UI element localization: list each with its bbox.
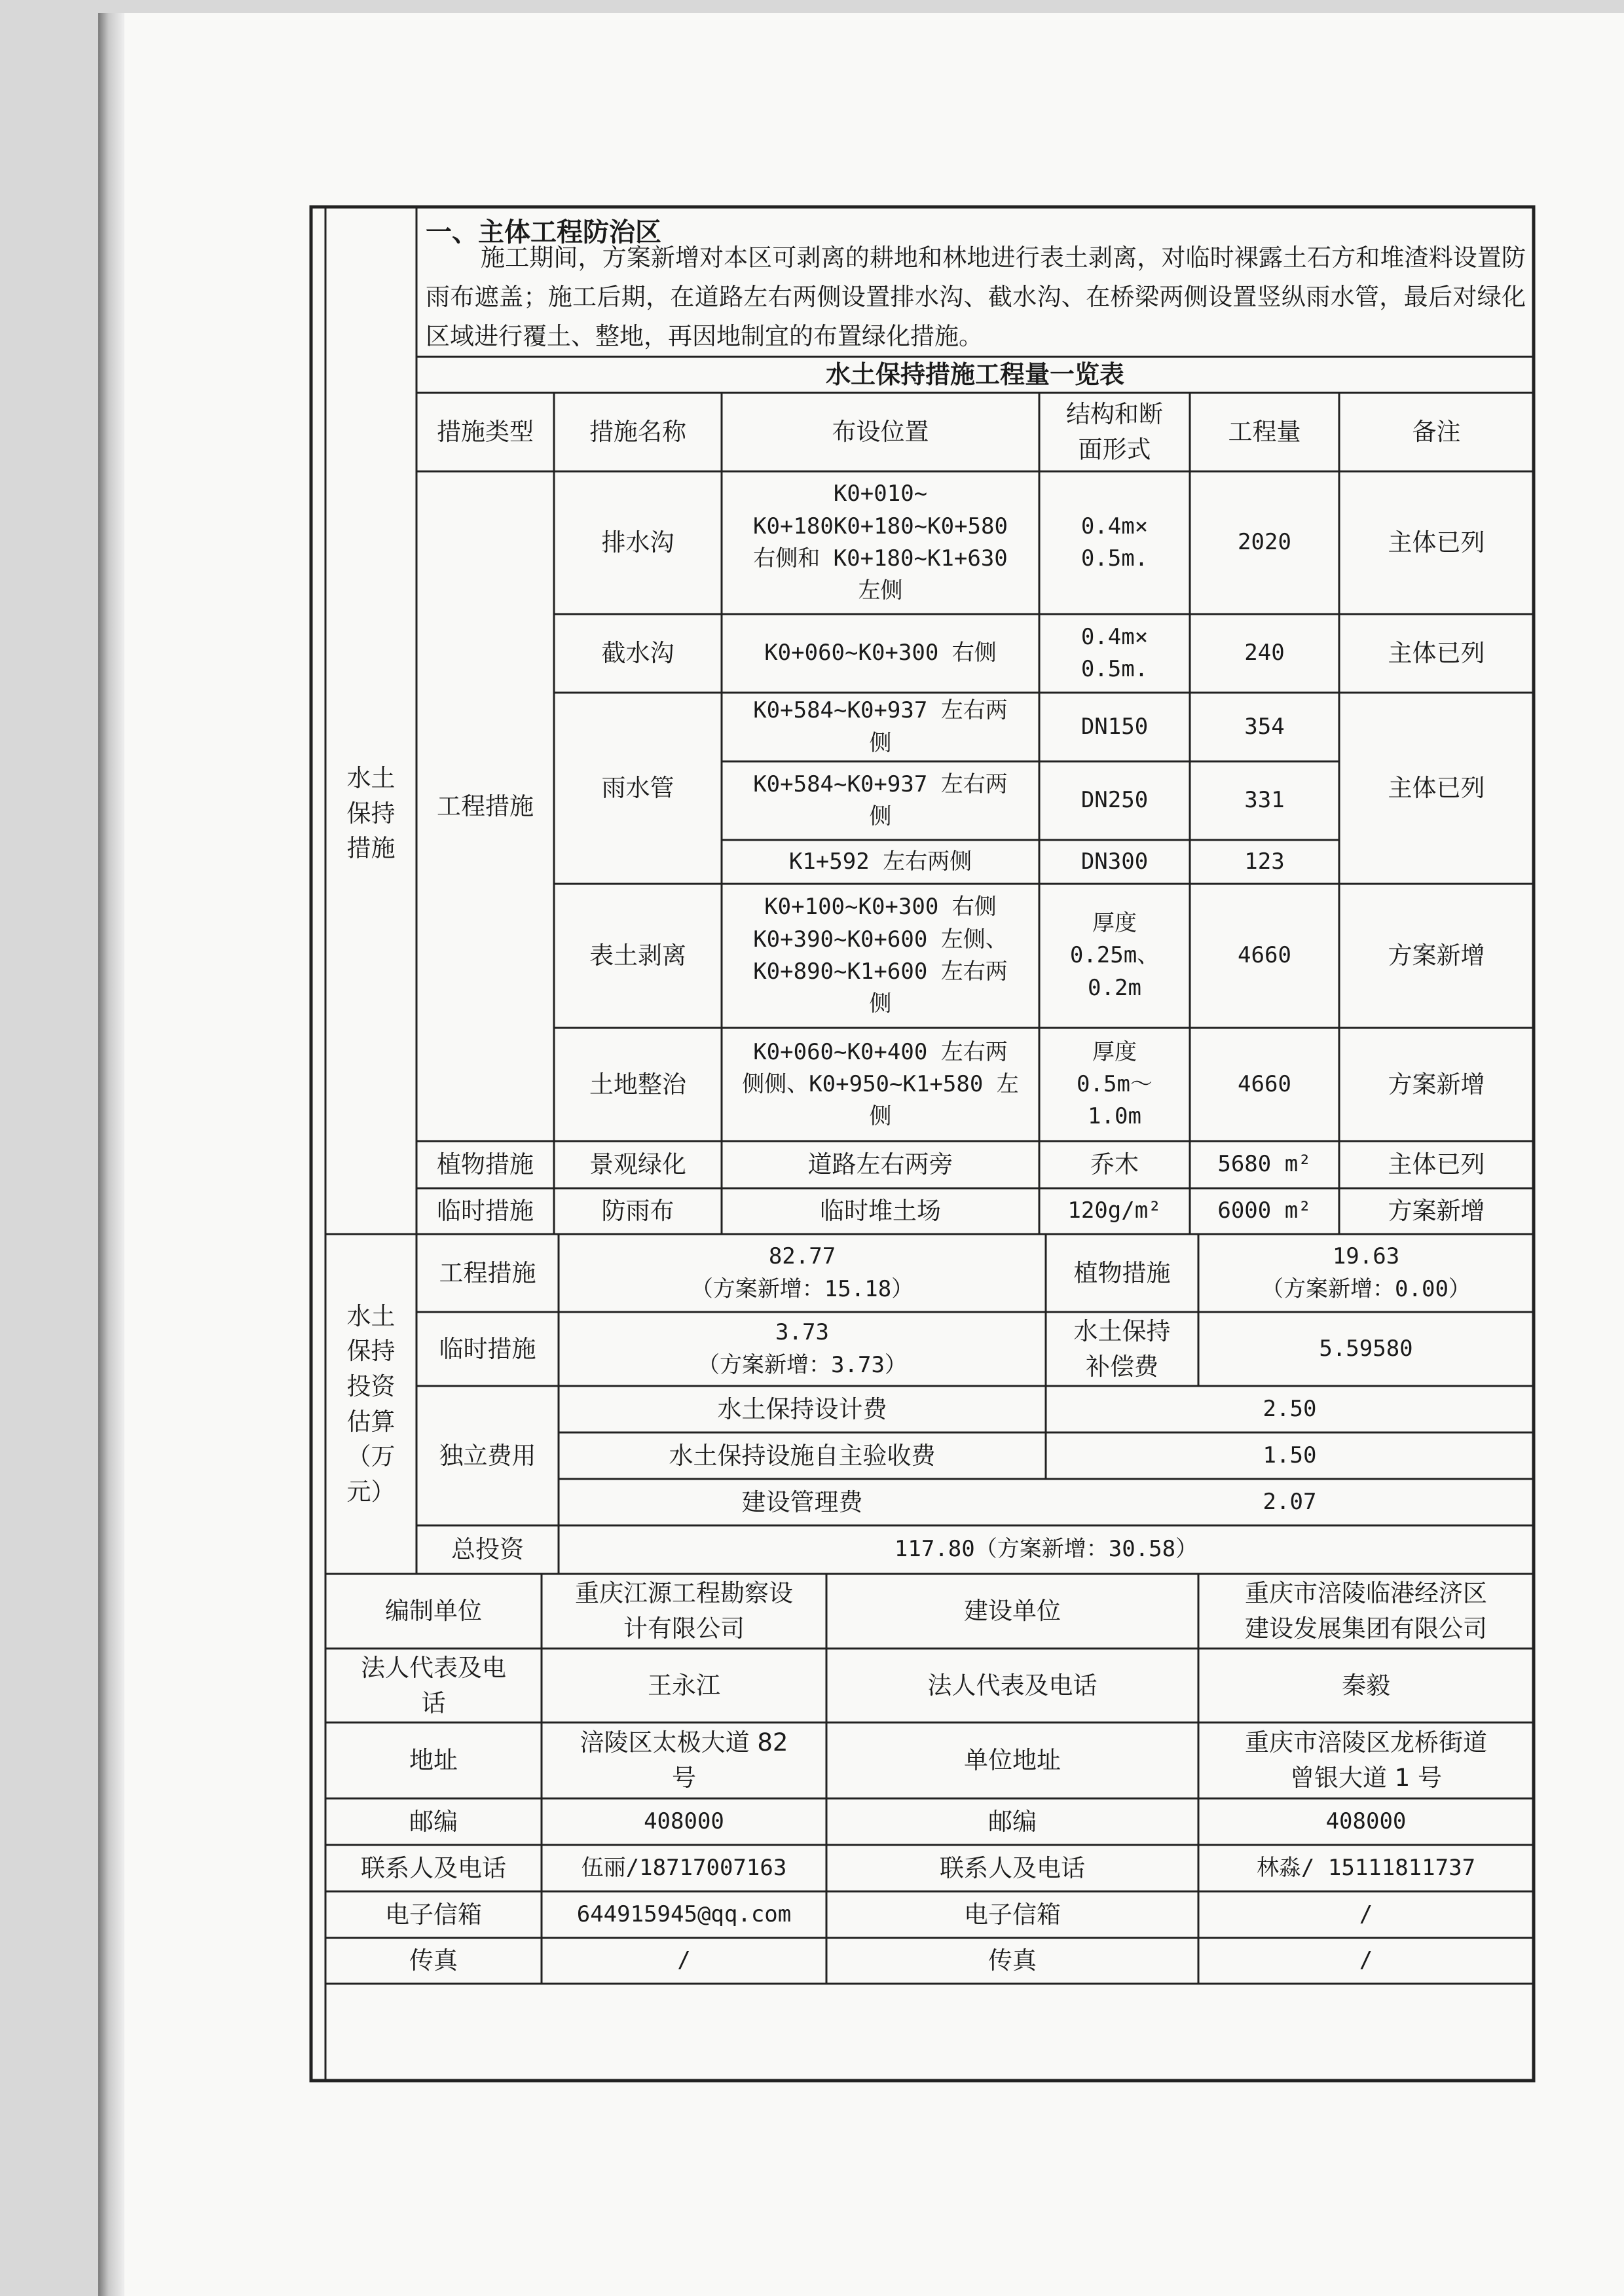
plant-form: 乔木 [1090, 1150, 1139, 1179]
temp-location: 临时堆土场 [820, 1197, 941, 1226]
measure-quantity: 4660 [1238, 1070, 1291, 1097]
measure-location: K1+592 左右两侧 [788, 848, 972, 875]
measure-note: 方案新增 [1388, 941, 1485, 970]
email2-value: / [1359, 1901, 1373, 1927]
plant-location: 道路左右两旁 [807, 1150, 953, 1179]
measure-quantity: 331 [1244, 787, 1285, 814]
temp-form: 120g/m² [1067, 1197, 1162, 1224]
measure-quantity: 354 [1244, 713, 1285, 740]
inv-design-label: 水土保持设计费 [717, 1394, 887, 1423]
legal-rep2-value: 秦毅 [1342, 1671, 1390, 1700]
inv-compensation-value: 5.59580 [1319, 1335, 1413, 1362]
address2-label: 单位地址 [964, 1746, 1061, 1775]
inv-compensation-label: 水土保持 补偿费 [1073, 1317, 1171, 1381]
measure-note: 方案新增 [1388, 1070, 1485, 1099]
fax-label: 传真 [409, 1946, 458, 1975]
build-unit-value: 重庆市涪陵临港经济区 建设发展集团有限公司 [1245, 1579, 1487, 1643]
measure-form: DN250 [1080, 787, 1149, 814]
contact-label: 联系人及电话 [361, 1853, 506, 1882]
header-note: 备注 [1412, 418, 1461, 446]
section-paragraph: 施工期间，方案新增对本区可剥离的耕地和林地进行表土剥离，对临时裸露土石方和堆渣料设置防雨布遮盖；施工后期，在道路左右两侧设置排水沟、截水沟、在桥梁两侧设置竖纵雨水管，最后对绿化区域进行覆土、整地，再因地制宜的布置绿化措施。 [426, 244, 1526, 350]
temp-type: 临时措施 [437, 1197, 534, 1226]
header-name: 措施名称 [589, 418, 686, 446]
legal-rep-label: 法人代表及电 话 [361, 1653, 506, 1717]
measures-side-label: 水土 保持 措施 [346, 764, 396, 863]
measure-form: DN150 [1080, 713, 1149, 740]
inv-engineering-value: 82.77 （方案新增：15.18） [690, 1243, 914, 1302]
measure-location: K0+584~K0+937 左右两 侧 [753, 771, 1008, 829]
measure-quantity: 4660 [1238, 942, 1291, 969]
measure-name: 表土剥离 [589, 941, 686, 970]
inv-independent-label: 独立费用 [439, 1441, 536, 1470]
inv-total-label: 总投资 [451, 1535, 524, 1564]
measure-form: 厚度 0.5m～ 1.0m [1077, 1038, 1153, 1130]
measure-note: 主体已列 [1388, 528, 1485, 557]
header-quantity: 工程量 [1228, 418, 1301, 446]
header-type: 措施类型 [437, 418, 534, 446]
inv-management-value: 2.07 [1263, 1488, 1317, 1515]
fax2-label: 传真 [988, 1946, 1037, 1975]
measure-quantity: 123 [1244, 848, 1285, 875]
measure-form: DN300 [1080, 848, 1149, 875]
header-location: 布设位置 [832, 418, 929, 446]
measure-location: K0+100~K0+300 右侧 K0+390~K0+600 左侧、 K0+890~K1+600 左右两 侧 [753, 894, 1008, 1017]
measure-location: K0+060~K0+400 左右两 侧侧、K0+950~K1+580 左 侧 [742, 1038, 1019, 1130]
inv-design-value: 2.50 [1263, 1395, 1317, 1422]
inv-acceptance-label: 水土保持设施自主验收费 [669, 1441, 936, 1470]
measure-name: 排水沟 [601, 528, 674, 557]
measure-location: K0+584~K0+937 左右两 侧 [753, 697, 1008, 756]
email2-label: 电子信箱 [964, 1900, 1061, 1929]
contact2-label: 联系人及电话 [940, 1853, 1085, 1882]
measure-form: 0.4m× 0.5m. [1080, 623, 1149, 682]
inv-total-value: 117.80（方案新增：30.58） [894, 1536, 1198, 1563]
inv-temp-label: 临时措施 [439, 1334, 536, 1363]
zip-label: 邮编 [409, 1807, 458, 1836]
plant-name: 景观绿化 [589, 1150, 686, 1179]
temp-quantity: 6000 m² [1217, 1197, 1312, 1224]
plant-note: 主体已列 [1388, 1150, 1485, 1179]
address-label: 地址 [409, 1746, 458, 1775]
measure-name: 土地整治 [589, 1070, 686, 1099]
temp-name: 防雨布 [601, 1197, 674, 1226]
measure-quantity: 2020 [1238, 529, 1291, 556]
build-unit-label: 建设单位 [964, 1597, 1061, 1626]
plant-quantity: 5680 m² [1217, 1151, 1312, 1178]
section-heading: 一、主体工程防治区 [426, 217, 661, 247]
legal-rep-value: 王永江 [648, 1671, 720, 1700]
engineering-type-label: 工程措施 [437, 792, 534, 820]
inv-engineering-label: 工程措施 [439, 1258, 536, 1287]
measure-quantity: 240 [1244, 640, 1285, 666]
prep-unit-label: 编制单位 [385, 1597, 482, 1626]
header-form: 结构和断 面形式 [1066, 400, 1163, 464]
investment-side-label: 水土 保持 投资 估算 （万 元） [346, 1302, 396, 1506]
contact2-value: 林淼/ 15111811737 [1256, 1854, 1476, 1881]
measures-table-title: 水土保持措施工程量一览表 [825, 359, 1124, 389]
measure-location: K0+010~ K0+180K0+180~K0+580 右侧和 K0+180~K1+630 左侧 [753, 481, 1008, 604]
inv-plant-value: 19.63 （方案新增：0.00） [1261, 1243, 1471, 1302]
measure-form: 厚度 0.25m、 0.2m [1069, 910, 1160, 1001]
fax-value: / [677, 1947, 691, 1974]
measure-name: 雨水管 [601, 774, 674, 803]
measure-location: K0+060~K0+300 右侧 [764, 640, 997, 666]
inv-management-label: 建设管理费 [741, 1487, 863, 1516]
plant-type: 植物措施 [437, 1150, 534, 1179]
inv-plant-label: 植物措施 [1073, 1258, 1171, 1287]
address2-value: 重庆市涪陵区龙桥街道 曾银大道 1 号 [1245, 1728, 1487, 1792]
contact-value: 伍丽/18717007163 [581, 1854, 787, 1881]
measure-note: 主体已列 [1388, 774, 1485, 803]
measure-name: 截水沟 [601, 639, 674, 668]
measure-note: 主体已列 [1388, 639, 1485, 668]
legal-rep2-label: 法人代表及电话 [927, 1671, 1098, 1700]
inv-acceptance-value: 1.50 [1263, 1442, 1317, 1468]
zip-value: 408000 [644, 1808, 724, 1834]
measure-form: 0.4m× 0.5m. [1080, 513, 1149, 572]
inv-temp-value: 3.73 （方案新增：3.73） [697, 1319, 907, 1378]
prep-unit-value: 重庆江源工程勘察设 计有限公司 [575, 1579, 793, 1643]
email-value: 644915945@qq.com [576, 1901, 792, 1927]
address-value: 涪陵区太极大道 82 号 [580, 1728, 788, 1792]
email-label: 电子信箱 [385, 1900, 482, 1929]
zip2-label: 邮编 [988, 1807, 1037, 1836]
temp-note: 方案新增 [1388, 1197, 1485, 1226]
fax2-value: / [1359, 1947, 1373, 1974]
zip2-value: 408000 [1325, 1808, 1407, 1834]
